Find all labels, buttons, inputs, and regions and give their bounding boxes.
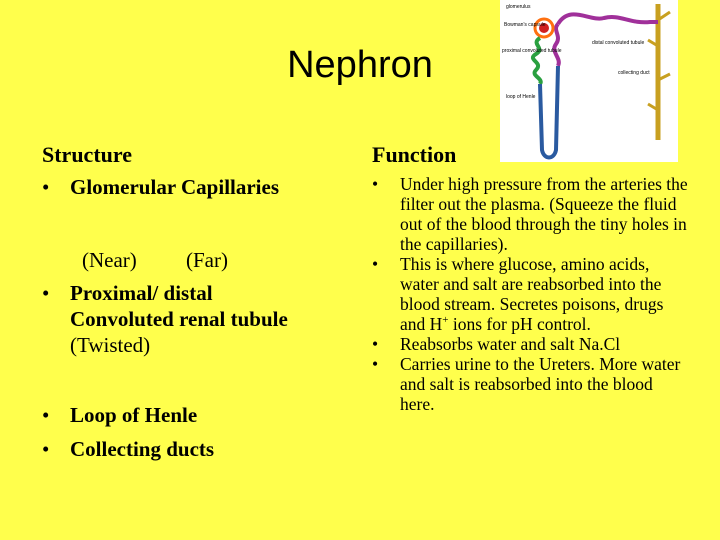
label-glomerulus: glomerulus xyxy=(506,4,531,10)
proximal-line3: (Twisted) xyxy=(70,333,151,357)
label-distal: distal convoluted tubule xyxy=(592,40,645,46)
structure-item-proximal xyxy=(42,280,352,358)
function-item-4 xyxy=(370,354,690,414)
structure-collecting-text: Collecting ducts xyxy=(70,437,215,461)
bullet: • xyxy=(42,281,50,305)
function-item-1 xyxy=(370,174,690,254)
bullet: • xyxy=(42,437,50,461)
function-text-2: This is where glucose, amino acids, water and salt are reabsorbed into the blood stream. Secretes poisons, drugs and H xyxy=(400,254,664,334)
function-list xyxy=(370,174,690,414)
function-text-1: Under high pressure from the arteries the filter out the plasma. (Squeeze the fluid out of the blood through the tiny holes in the capillaries). xyxy=(400,174,688,254)
function-heading: Function xyxy=(372,142,457,167)
function-text-3: Reabsorbs water and salt Na.Cl xyxy=(400,334,621,354)
loop-of-henle-shape xyxy=(540,66,558,158)
function-item-3 xyxy=(370,334,690,354)
bullet: • xyxy=(372,354,379,374)
structure-item-glomerular xyxy=(42,174,352,200)
proximal-line1: Proximal/ distal xyxy=(70,281,213,305)
near-far-labels xyxy=(42,248,352,274)
near-label: (Near) xyxy=(82,248,137,272)
function-text-4: Carries urine to the Ureters. More water and salt is reabsorbed into the blood here. xyxy=(400,354,681,414)
slide-title: Nephron xyxy=(287,44,433,86)
label-capsule: Bowman's capsule xyxy=(504,22,546,28)
far-label: (Far) xyxy=(186,248,228,272)
structure-list xyxy=(42,174,352,462)
bullet: • xyxy=(42,175,50,199)
bullet: • xyxy=(372,334,379,354)
distal-coil-shape xyxy=(554,24,559,66)
structure-loop-text: Loop of Henle xyxy=(70,403,198,427)
distal-tubule-shape xyxy=(558,14,658,24)
label-proximal: proximal convoluted tubule xyxy=(502,48,562,54)
nephron-diagram-svg xyxy=(500,0,678,162)
proximal-tubule-shape xyxy=(533,38,541,84)
structure-item-loop xyxy=(42,402,352,428)
structure-item-collecting xyxy=(42,436,352,462)
structure-glomerular-text: Glomerular Capillaries xyxy=(70,175,280,199)
label-collecting: collecting duct xyxy=(618,70,650,76)
structure-heading: Structure xyxy=(42,142,133,167)
bullet: • xyxy=(372,174,379,194)
proximal-line2: Convoluted renal tubule xyxy=(70,307,288,331)
bullet: • xyxy=(372,254,379,274)
bullet: • xyxy=(42,403,50,427)
function-text-2b: ions for pH control. xyxy=(448,314,591,334)
nephron-diagram xyxy=(500,0,678,162)
function-item-2 xyxy=(370,254,690,334)
h-plus-sup: + xyxy=(442,314,449,327)
label-loop: loop of Henle xyxy=(506,94,536,100)
